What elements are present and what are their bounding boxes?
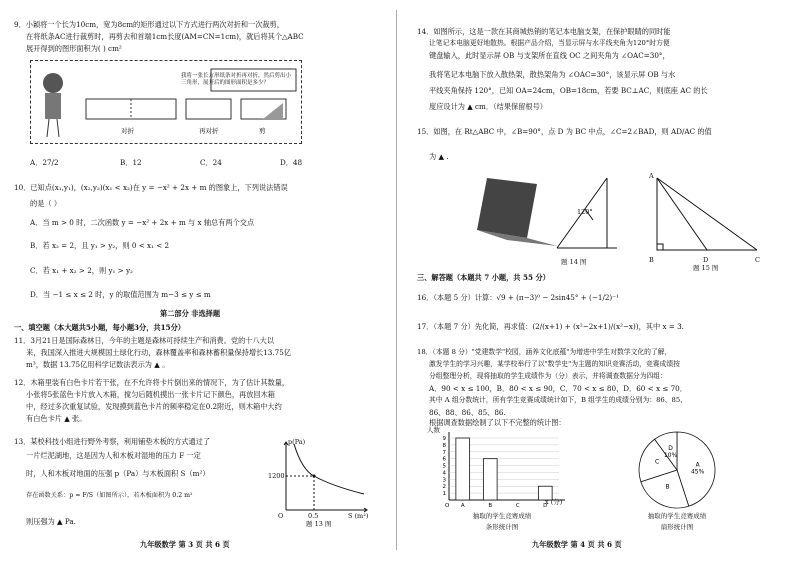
q9-choice-d: D．48 <box>280 158 303 167</box>
pie-label-C: C <box>655 458 660 466</box>
q14-line4: 我将笔记本电脑下放入散热架，散热架角为 ∠OAC=30°，该显示屏 OB 与水 <box>429 70 676 79</box>
q15-caption: 题 15 图 <box>693 264 719 272</box>
q15-vertex-d: D <box>703 256 709 264</box>
q13-line5: 则压强为 ▲ Pa. <box>26 517 76 526</box>
q15-line2: 为 ▲ . <box>429 152 449 161</box>
q14-figure-drawing <box>457 168 617 260</box>
q9-fig-label-1: 对折 <box>121 127 134 135</box>
q18-line1: 18．（本题 8 分）"党建数学"校园，涵养文化底蕴"为增进中学生对数学文化的了解， <box>417 348 672 356</box>
q18-line3: 分组整理分析，现将抽取的学生成绩作为（分）表示，并将调查数据分为四组： <box>429 372 667 380</box>
bar-chart-xlabel: x (分) <box>545 498 563 506</box>
q9-line1: 9．小颖将一个长为10cm，宽为8cm的矩形通过以下方式进行两次对折和一次裁剪， <box>14 20 284 29</box>
bar-label-B: B <box>488 503 493 509</box>
right-page <box>397 0 794 561</box>
q13-curve <box>294 444 364 494</box>
q11-line2: 来，我国深入推进大规模国土绿化行动，森林覆盖率和森林蓄积量保持增长13.75亿 <box>26 348 291 357</box>
right-footer: 九年级数学 第 4 页 共 6 页 <box>532 540 622 549</box>
q16-text: 16．（本题 5 分）计算：√9 + (π−3)⁰ − 2sin45° + (−1/2)⁻¹ <box>417 293 619 302</box>
bar-label-D: D <box>543 503 548 509</box>
q18-line6: 86、88、86、85、86. <box>429 408 506 417</box>
q9-choice-b: B．12 <box>120 158 142 167</box>
q13-xlabel: S (m²) <box>348 512 369 520</box>
q13-line4: 存在函数关系：p = F/S（如图所示），若木板面积为 0.2 m² <box>26 492 193 499</box>
q13-caption: 题 13 图 <box>306 520 332 528</box>
pie-pct-A: 45% <box>690 468 705 476</box>
q15-figure <box>647 170 767 270</box>
bar-ytick-2: 7 <box>442 449 446 456</box>
q10-choice-d: D．当 −1 ≤ x ≤ 2 时，y 的取值范围为 m−3 ≤ y ≤ m <box>30 290 211 299</box>
girl-body-icon <box>45 93 61 119</box>
pie-chart <box>602 426 752 538</box>
q13-origin: O <box>278 512 284 520</box>
q13-line2: 一片烂泥湖地，这是因为人和木板对湿地的压力 F 一定 <box>26 451 201 460</box>
q9-line3: 展开得到的图形面积为( ) cm² <box>26 44 122 53</box>
bar-A <box>456 438 470 500</box>
q14-line2: 让笔记本电脑更好地散热。根据产品介绍，当显示屏与水平线夹角为120°时方便 <box>429 39 670 47</box>
q14-line6: 度应设计为 ▲ cm．（结果保留根号） <box>429 102 547 111</box>
bar-ytick-6: 3 <box>442 477 446 484</box>
q10-choice-c: C．若 x₁ + x₂ > 2，则 y₁ > y₂ <box>30 266 133 275</box>
q9-fig-label-3: 剪 <box>259 127 266 135</box>
q11-line1: 11．3月21日是国际森林日，今年的主题是森林可持续生产和消费。党的十八大以 <box>14 336 275 345</box>
q18-line4: A．90 < x ≤ 100，B．80 < x ≤ 90，C．70 < x ≤ 80，D．60 < x ≤ 70． <box>429 384 687 393</box>
pie-chart-svg <box>602 426 752 512</box>
laptop-screen-icon <box>477 178 537 238</box>
section3-heading: 三、解答题（本题共 7 小题，共 55 分） <box>417 273 550 282</box>
q14-figure <box>457 168 617 268</box>
q12-line1: 12．木箱里装有白色卡片若干张，在不允许将卡片倒出来的情况下，为了估计其数量， <box>14 378 290 387</box>
q13-xtick: 0.5 <box>308 512 319 520</box>
pie-chart-caption2: 扇形统计图 <box>660 523 694 531</box>
q13-graph <box>268 436 372 528</box>
pie-chart-caption1: 抽取的学生竞赛成绩 <box>647 512 707 520</box>
bar-ytick-8: 1 <box>442 491 446 498</box>
bar-ytick-1: 8 <box>442 442 446 449</box>
bar-chart-svg <box>427 426 587 512</box>
pie-pct-D: 10% <box>663 452 678 460</box>
bar-chart-caption2: 条形统计图 <box>485 523 519 531</box>
bar-origin: O <box>445 503 450 509</box>
q9-speech-bubble: 我将一张长方形纸条对折再对折，然后剪出小三角形，展开后的图形面积是多少？ <box>181 73 292 86</box>
pie-label-D: D <box>668 445 673 453</box>
q13-line1: 13．某校科技小组进行野外考察，利用铺垫木板的方式通过了 <box>14 437 211 446</box>
q9-figure <box>30 60 302 144</box>
q18-line2: 激发学生的学习兴趣，某学校举行了以"数学史"为主题的知识竞赛活动，竞赛成绩按 <box>429 360 680 368</box>
bar-chart-ylabel: 人数 <box>427 426 440 434</box>
q9-fig-label-2: 再对折 <box>199 127 219 135</box>
q13-line3: 时，人和木板对地面的压强 p（Pa）与木板面积 S（m²） <box>26 469 210 478</box>
q9-line2: 在将纸条AC进行裁剪时，再剪去和首端1cm长度(AM=CN=1cm)，就后将其个△ABC <box>26 32 304 41</box>
girl-head-icon <box>43 73 63 93</box>
q10-line2: 的是（ ） <box>30 199 62 208</box>
q15-vertex-b: B <box>649 256 654 264</box>
left-footer: 九年级数学 第 3 页 共 6 页 <box>140 540 230 549</box>
q10-line1: 10．已知点(x₁,y₁)，(x₂,y₂)(x₁ < x₂)在 y = −x² + 2x + m 的图象上，下列说法错误 <box>14 183 288 192</box>
q14-angle-label: 120° <box>577 208 593 216</box>
bar-chart <box>427 426 587 538</box>
q11-line3: m³，数据 13.75亿用科学记数法表示为 ▲ 。 <box>26 360 170 369</box>
q15-figure-drawing <box>647 170 767 258</box>
bar-label-C: C <box>515 503 520 509</box>
q15-vertex-c: C <box>755 256 760 264</box>
q14-line5: 平线夹角保持 120°，已知 OA=24cm，OB=18cm，若要 BC⊥AC，则底座 AC 的长 <box>429 86 708 95</box>
q17-text: 17．（本题 7 分）先化简，再求值：(2/(x+1) + (x²−2x+1)/(x²−x))，其中 x = 3. <box>417 322 684 331</box>
q14-caption: 题 14 图 <box>561 258 587 266</box>
bar-ytick-3: 6 <box>442 456 446 463</box>
q10-choice-a: A．当 m > 0 时，二次函数 y = −x² + 2x + m 与 x 轴总有两个交点 <box>30 218 255 227</box>
q9-choice-c: C．24 <box>200 158 222 167</box>
q12-line2: 小张将5张蓝色卡片放入木箱，搅匀后随机摸出一张卡片记下颜色，再放回木箱 <box>26 390 275 399</box>
part2-title: 第二部分 非选择题 <box>160 309 221 318</box>
q9-choice-a: A．27/2 <box>30 158 59 167</box>
q13-ylabel: p(Pa) <box>288 438 306 446</box>
q12-line4: 有白色卡片 ▲ 张。 <box>26 414 87 423</box>
pie-label-B: B <box>665 483 670 491</box>
bar-ytick-7: 2 <box>442 484 446 491</box>
q13-ytick: 1200 <box>268 472 285 480</box>
bar-chart-caption1: 抽取的学生竞赛成绩 <box>472 512 532 520</box>
q14-line1: 14．如图所示，这是一款在其商城热销的笔记本电脑支架，在保护眼睛的同时能 <box>417 27 671 36</box>
q15-vertex-a: A <box>649 172 654 180</box>
pie-label-A: A <box>695 461 700 469</box>
bar-ytick-5: 4 <box>442 470 446 477</box>
bar-label-A: A <box>460 503 465 509</box>
q18-line7: 根据调查数据绘制了以下不完整的统计图： <box>429 418 566 427</box>
q12-line3: 中，经过多次重复试验，发现摸到蓝色卡片的频率稳定在0.2附近，则木箱中大约 <box>26 402 282 411</box>
section1-heading: 一、填空题（本大题共5小题，每小题3分，共15分） <box>14 323 185 332</box>
bar-ytick-0: 9 <box>442 436 446 442</box>
q18-line5: 其中 A 组分数统计，所有学生竞赛成绩统计如下，B 组学生的成绩分别为：86、85、 <box>429 396 687 404</box>
q15-line1: 15．如图，在 Rt△ABC 中，∠B=90°，点 D 为 BC 中点，∠C=2∠BAD，则 AD/AC 的值 <box>417 127 712 136</box>
q10-choice-b: B．若 x₂ = 2，且 y₁ > y₂，则 0 < x₁ < 2 <box>30 241 170 250</box>
bar-ytick-4: 5 <box>442 463 446 470</box>
q14-line3: 键盘输入，此时显示屏 OB 与支架所在直线 OC 之间夹角为 ∠OAC=30°， <box>429 51 670 60</box>
bar-B <box>483 459 497 500</box>
q13-graph-drawing <box>272 436 372 518</box>
